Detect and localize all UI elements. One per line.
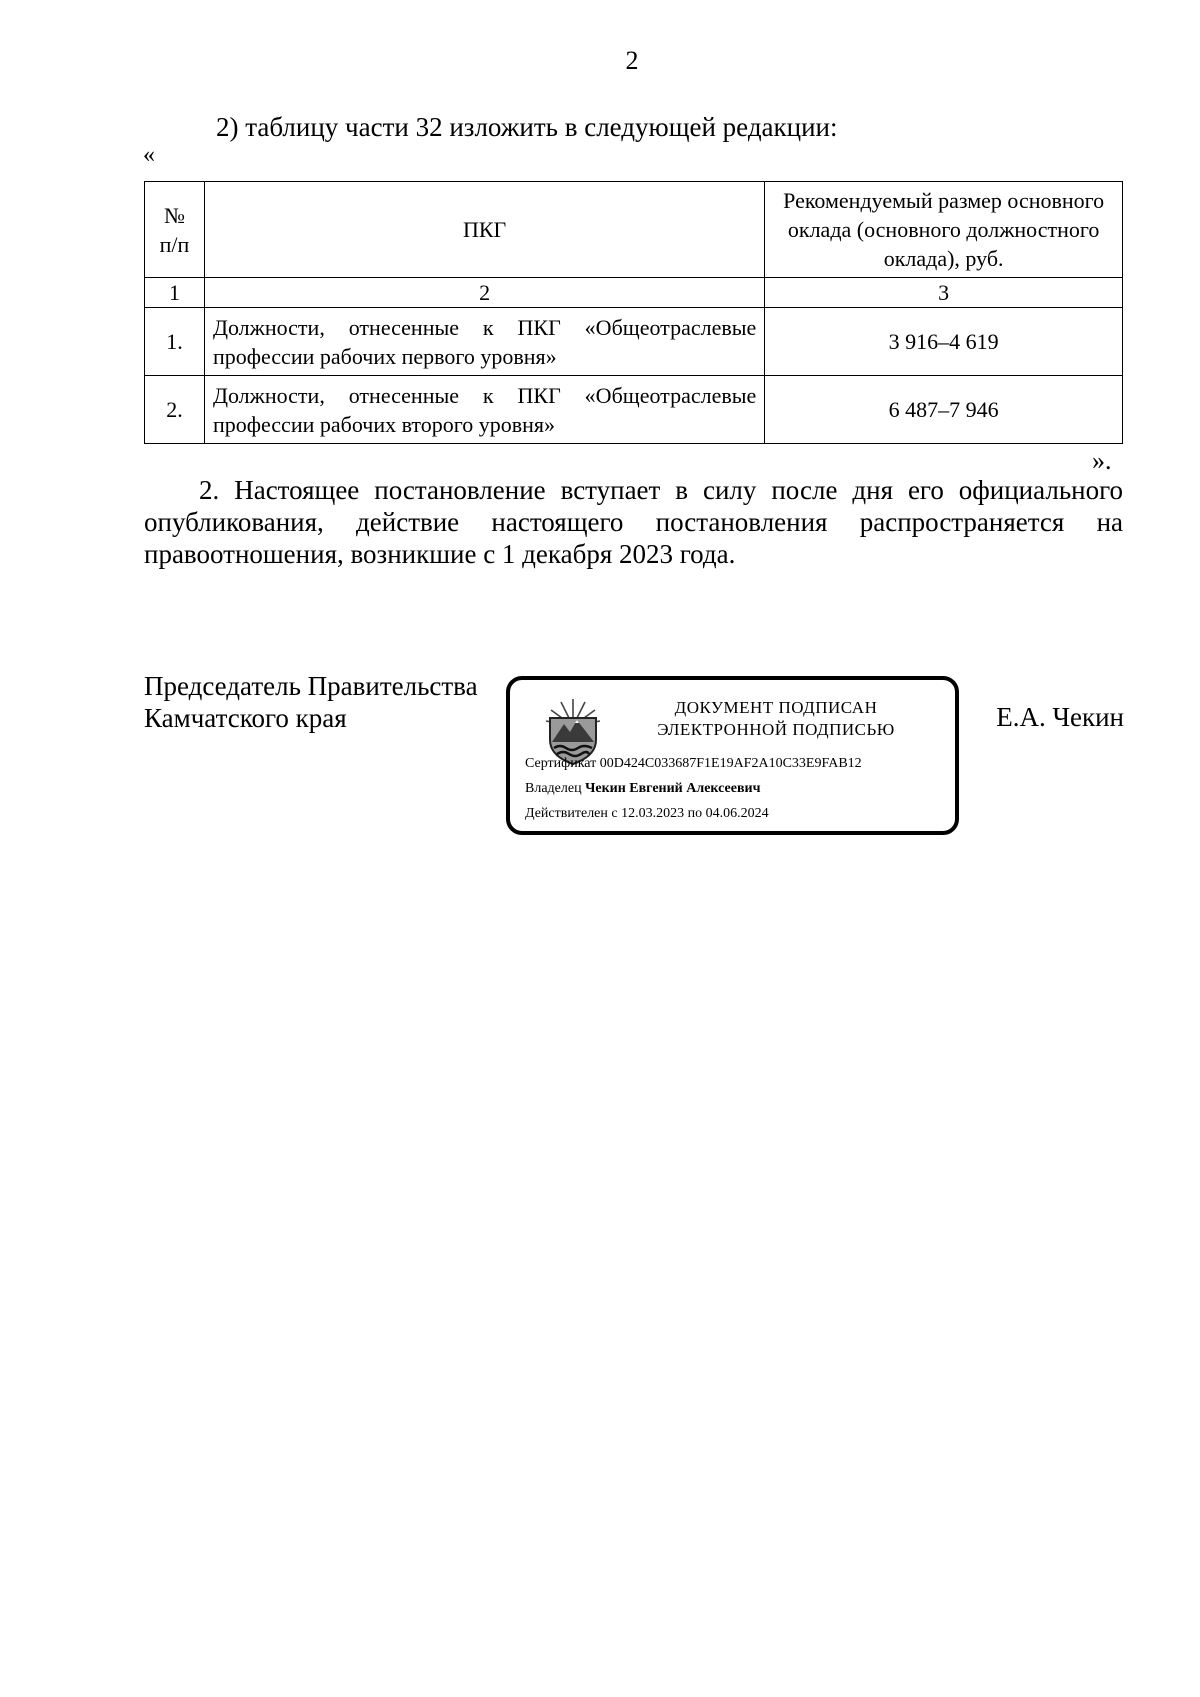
stamp-certificate [525, 756, 862, 772]
signer-name: Е.А. Чекин [996, 702, 1124, 732]
certificate-label: Сертификат [525, 756, 597, 771]
open-quote: « [143, 142, 155, 168]
stamp-heading-line1: ДОКУМЕНТ ПОДПИСАН [674, 698, 878, 717]
salary-table [144, 181, 1123, 444]
valid-to: 04.06.2024 [705, 806, 769, 821]
valid-to-label: по [687, 806, 703, 821]
index-cell: 2 [204, 278, 764, 308]
close-quote: ». [1092, 446, 1112, 475]
row-num: 1. [145, 308, 205, 376]
header-pkg: ПКГ [204, 182, 764, 278]
table-row [145, 308, 1123, 376]
index-cell: 3 [765, 278, 1123, 308]
header-salary: Рекомендуемый размер основного оклада (основного должностного оклада), руб. [765, 182, 1123, 278]
row-num: 2. [145, 376, 205, 444]
table-index-row [145, 278, 1123, 308]
signer-title-line1: Председатель Правительства [144, 671, 478, 701]
stamp-owner [525, 781, 760, 797]
owner-value: Чекин Евгений Алексеевич [585, 781, 761, 796]
valid-from: 12.03.2023 [621, 806, 685, 821]
row-salary: 6 487–7 946 [765, 376, 1123, 444]
intro-text: 2) таблицу части 32 изложить в следующей редакции: [216, 112, 838, 142]
row-salary: 3 916–4 619 [765, 308, 1123, 376]
signer-title-line2: Камчатского края [144, 703, 347, 733]
body-paragraph: 2. Настоящее постановление вступает в силу после дня его официального опубликования, действие настоящего постановления распространяется на правоотношения, возникшие с 1 декабря 2023 года. [144, 475, 1123, 569]
table-row [145, 376, 1123, 444]
table-header-row [145, 182, 1123, 278]
row-name: Должности, отнесенные к ПКГ «Общеотраслевые профессии рабочих первого уровня» [204, 308, 764, 376]
page-number: 2 [625, 46, 639, 75]
header-num: № п/п [145, 182, 205, 278]
valid-label: Действителен с [525, 806, 618, 821]
index-cell: 1 [145, 278, 205, 308]
row-name: Должности, отнесенные к ПКГ «Общеотраслевые профессии рабочих второго уровня» [204, 376, 764, 444]
stamp-heading [606, 697, 946, 741]
stamp-validity [525, 806, 769, 822]
electronic-signature-stamp [506, 676, 959, 835]
certificate-value: 00D424C033687F1E19AF2A10C33E9FAB12 [599, 756, 862, 771]
owner-label: Владелец [525, 781, 582, 796]
stamp-heading-line2: ЭЛЕКТРОННОЙ ПОДПИСЬЮ [657, 720, 895, 739]
signer-title [144, 670, 478, 734]
